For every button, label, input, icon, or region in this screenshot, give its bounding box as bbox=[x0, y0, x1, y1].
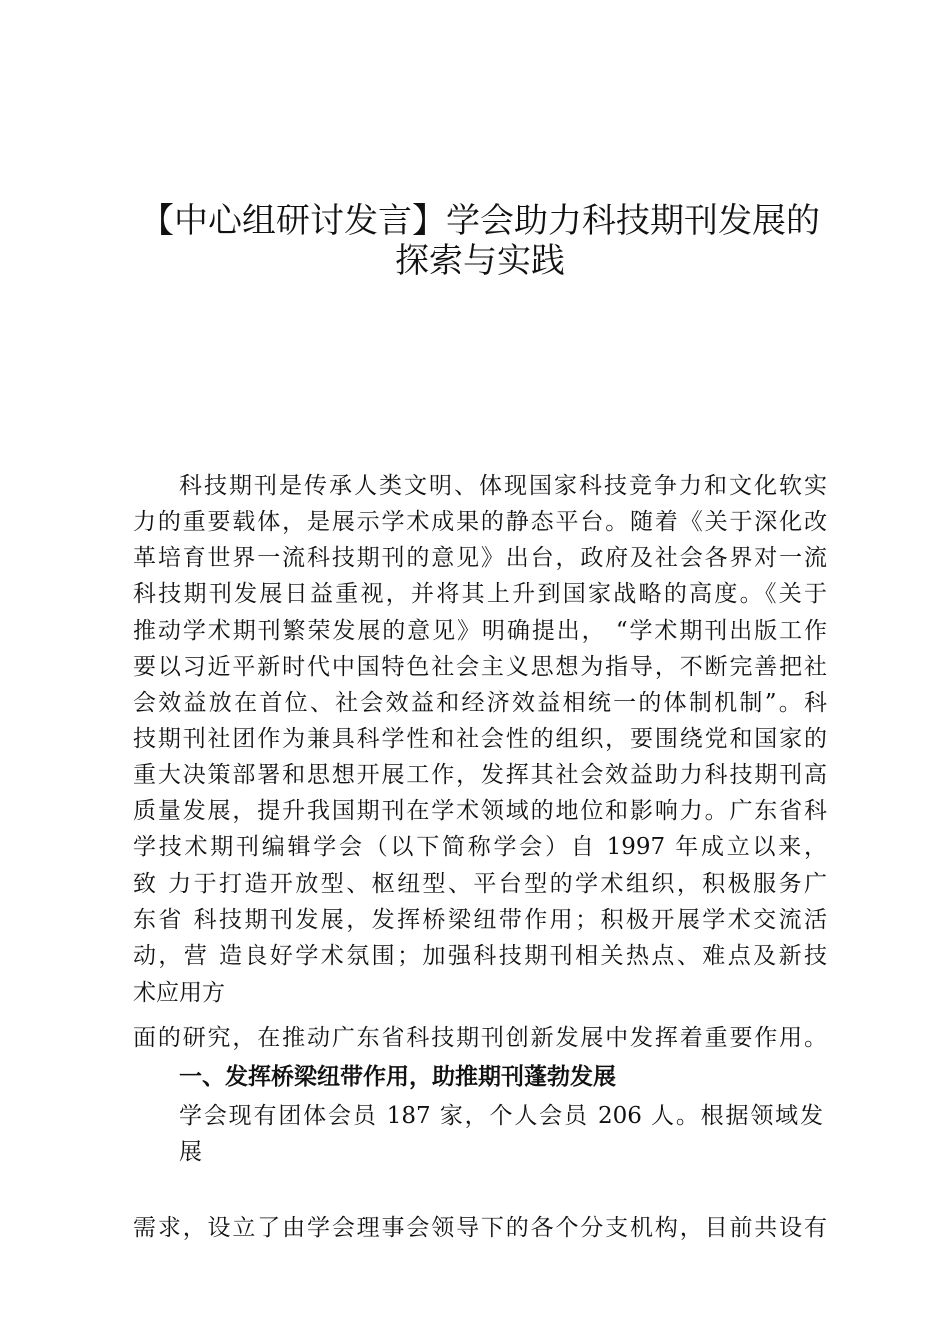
paragraph-2-line-2: 展 bbox=[179, 1139, 202, 1165]
paragraph-3-line-1: 需求，设立了由学会理事会领导下的各个分支机构，目前共设有 bbox=[133, 1215, 827, 1241]
paragraph-1-line-8: 技期刊社团作为兼具科学性和社会性的组织，要围绕党和国家的 bbox=[133, 726, 827, 752]
paragraph-1-line-11: 学技术期刊编辑学会（以下简称学会）自 1997 年成立以来， bbox=[133, 834, 827, 860]
paragraph-1-line-13: 东省 科技期刊发展，发挥桥梁纽带作用；积极开展学术交流活 bbox=[133, 907, 827, 933]
paragraph-1-line-1: 科技期刊是传承人类文明、体现国家科技竞争力和文化软实 bbox=[179, 473, 827, 499]
paragraph-1-line-5: 推动学术期刊繁荣发展的意见》明确提出， “学术期刊出版工作 bbox=[133, 618, 827, 644]
paragraph-1-line-4: 科技期刊发展日益重视，并将其上升到国家战略的高度。《关于 bbox=[133, 581, 827, 607]
paragraph-1-line-15: 术应用方 bbox=[133, 980, 225, 1006]
paragraph-2-line-1: 学会现有团体会员 187 家，个人会员 206 人。根据领域发 bbox=[179, 1103, 823, 1129]
section-1-heading: 一、发挥桥梁纽带作用，助推期刊蓬勃发展 bbox=[179, 1064, 616, 1090]
paragraph-1-line-12: 致 力于打造开放型、枢纽型、平台型的学术组织，积极服务广 bbox=[133, 871, 827, 897]
paragraph-1-line-10: 质量发展，提升我国期刊在学术领域的地位和影响力。广东省科 bbox=[133, 798, 827, 824]
document-title-line-2: 探索与实践 bbox=[395, 241, 565, 281]
paragraph-1-line-9: 重大决策部署和思想开展工作，发挥其社会效益助力科技期刊高 bbox=[133, 762, 827, 788]
paragraph-1-tail: 面的研究，在推动广东省科技期刊创新发展中发挥着重要作用。 bbox=[133, 1025, 827, 1051]
paragraph-1-line-14: 动，营 造良好学术氛围；加强科技期刊相关热点、难点及新技 bbox=[133, 943, 827, 969]
document-title-line-1: 【中心组研讨发言】学会助力科技期刊发展的 bbox=[140, 201, 820, 241]
paragraph-1-line-2: 力的重要载体，是展示学术成果的静态平台。随着《关于深化改 bbox=[133, 509, 827, 535]
paragraph-1-line-3: 革培育世界一流科技期刊的意见》出台，政府及社会各界对一流 bbox=[133, 545, 827, 571]
paragraph-1-line-7: 会效益放在首位、社会效益和经济效益相统一的体制机制”。科 bbox=[133, 690, 827, 716]
paragraph-1-line-6: 要以习近平新时代中国特色社会主义思想为指导，不断完善把社 bbox=[133, 654, 827, 680]
